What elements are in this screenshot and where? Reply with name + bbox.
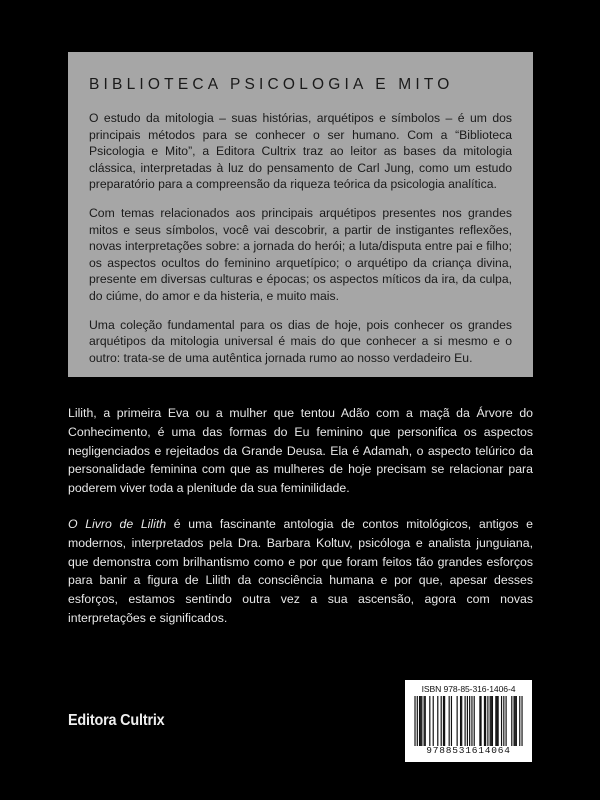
barcode-bar <box>414 696 415 746</box>
series-info-box <box>68 52 533 377</box>
book-title: O Livro de Lilith <box>68 516 167 531</box>
barcode-bar <box>480 696 481 746</box>
barcode-bar <box>433 696 434 746</box>
barcode-bar <box>441 696 442 746</box>
book-blurb <box>68 404 533 645</box>
barcode-bar <box>471 696 472 746</box>
barcode-bar <box>467 696 468 746</box>
series-paragraph-2: Com temas relacionados aos principais arquétipos presentes nos grandes mitos e seus símbolos, você vai descobrir, a partir de instigantes reflexões, novas interpretações sobre: a jornada do herói; a luta/disputa entre pai e filho; os aspectos ocultos do feminino arquetípico; o arquétipo da criança divina, presente em diversas culturas e épocas; os aspectos míticos da ira, da culpa, do ciúme, do amor e da histeria, e muito mais. <box>89 205 512 303</box>
barcode-bar <box>516 696 517 746</box>
barcode-bar <box>420 696 421 746</box>
barcode-bar <box>521 696 522 746</box>
barcode-bar <box>437 696 438 746</box>
barcode-bar <box>444 696 445 746</box>
barcode-bar <box>474 696 475 746</box>
barcode-bar <box>484 696 485 746</box>
barcode-bar <box>461 696 462 746</box>
barcode-bar <box>443 696 444 746</box>
barcode-bar <box>513 696 514 746</box>
series-title: BIBLIOTECA PSICOLOGIA E MITO <box>89 76 454 93</box>
barcode-bar <box>503 696 504 746</box>
barcode-bar <box>485 696 486 746</box>
barcode-bar <box>429 696 430 746</box>
blurb-paragraph-2-text: é uma fascinante antologia de contos mitológicos, antigos e modernos, interpretados pela Dra. Barbara Koltuv, psicóloga e analista junguiana, que demonstra com brilhantismo como e por que foram feitos tão grandes esforços para banir a figura de Lilith da consciência humana e por que, apesar desses esforços, estamos sentindo outra vez a sua ascensão, agora com novas interpretações e significados. <box>68 516 533 625</box>
barcode-bar <box>417 696 418 746</box>
barcode-bar <box>511 696 512 746</box>
barcode-bar <box>451 696 452 746</box>
barcode-bar <box>495 696 496 746</box>
barcode-icon <box>411 696 526 746</box>
series-paragraph-1: O estudo da mitologia – suas histórias, arquétipos e símbolos – é um dos principais métodos para se conhecer o ser humano. Com a “Biblioteca Psicologia e Mito”, a Editora Cultrix traz ao leitor as bases da mitologia clássica, interpretadas à luz do pensamento de Carl Jung, como um estudo preparatório para a compreensão da riqueza teórica da psicologia analítica. <box>89 111 512 192</box>
barcode-bar <box>424 696 425 746</box>
barcode-bar <box>487 696 488 746</box>
barcode-bar <box>491 696 492 746</box>
blurb-paragraph-2 <box>68 515 533 628</box>
barcode-bar <box>419 696 420 746</box>
barcode-bar <box>492 696 493 746</box>
publisher-logo-text: Editora Cultrix <box>68 712 165 729</box>
barcode-bar <box>425 696 426 746</box>
series-paragraph-3: Uma coleção fundamental para os dias de hoje, pois conhecer os grandes arquétipos da mitologia universal é mais do que conhecer a si mesmo e o outro: trata-se de uma autêntica jornada rumo ao nosso verdadeiro Eu. <box>89 317 512 365</box>
barcode-bar <box>490 696 491 746</box>
barcode-bar <box>465 696 466 746</box>
barcode-bar <box>501 696 502 746</box>
isbn-barcode-box <box>405 680 532 762</box>
barcode-bar <box>515 696 516 746</box>
barcode-bar <box>449 696 450 746</box>
isbn-label: ISBN 978-85-316-1406-4 <box>421 684 516 694</box>
barcode-bar <box>498 696 499 746</box>
ean-digits: 9788531614064 <box>426 745 511 756</box>
barcode-bar <box>457 696 458 746</box>
barcode-bar <box>421 696 422 746</box>
barcode-bar <box>496 696 497 746</box>
blurb-paragraph-1: Lilith, a primeira Eva ou a mulher que tentou Adão com a maçã da Árvore do Conhecimento, é uma das formas do Eu feminino que personifica os aspectos negligenciados e rejeitados da Grande Deusa. Ela é Adamah, o aspecto telúrico da personalidade feminina com que as mulheres de hoje precisam se relacionar para poderem viver toda a plenitude da sua feminilidade. <box>68 406 533 496</box>
barcode-bar <box>460 696 461 746</box>
barcode-bar <box>506 696 507 746</box>
barcode-bar <box>519 696 520 746</box>
barcode-bar <box>479 696 480 746</box>
barcode-bar <box>469 696 470 746</box>
